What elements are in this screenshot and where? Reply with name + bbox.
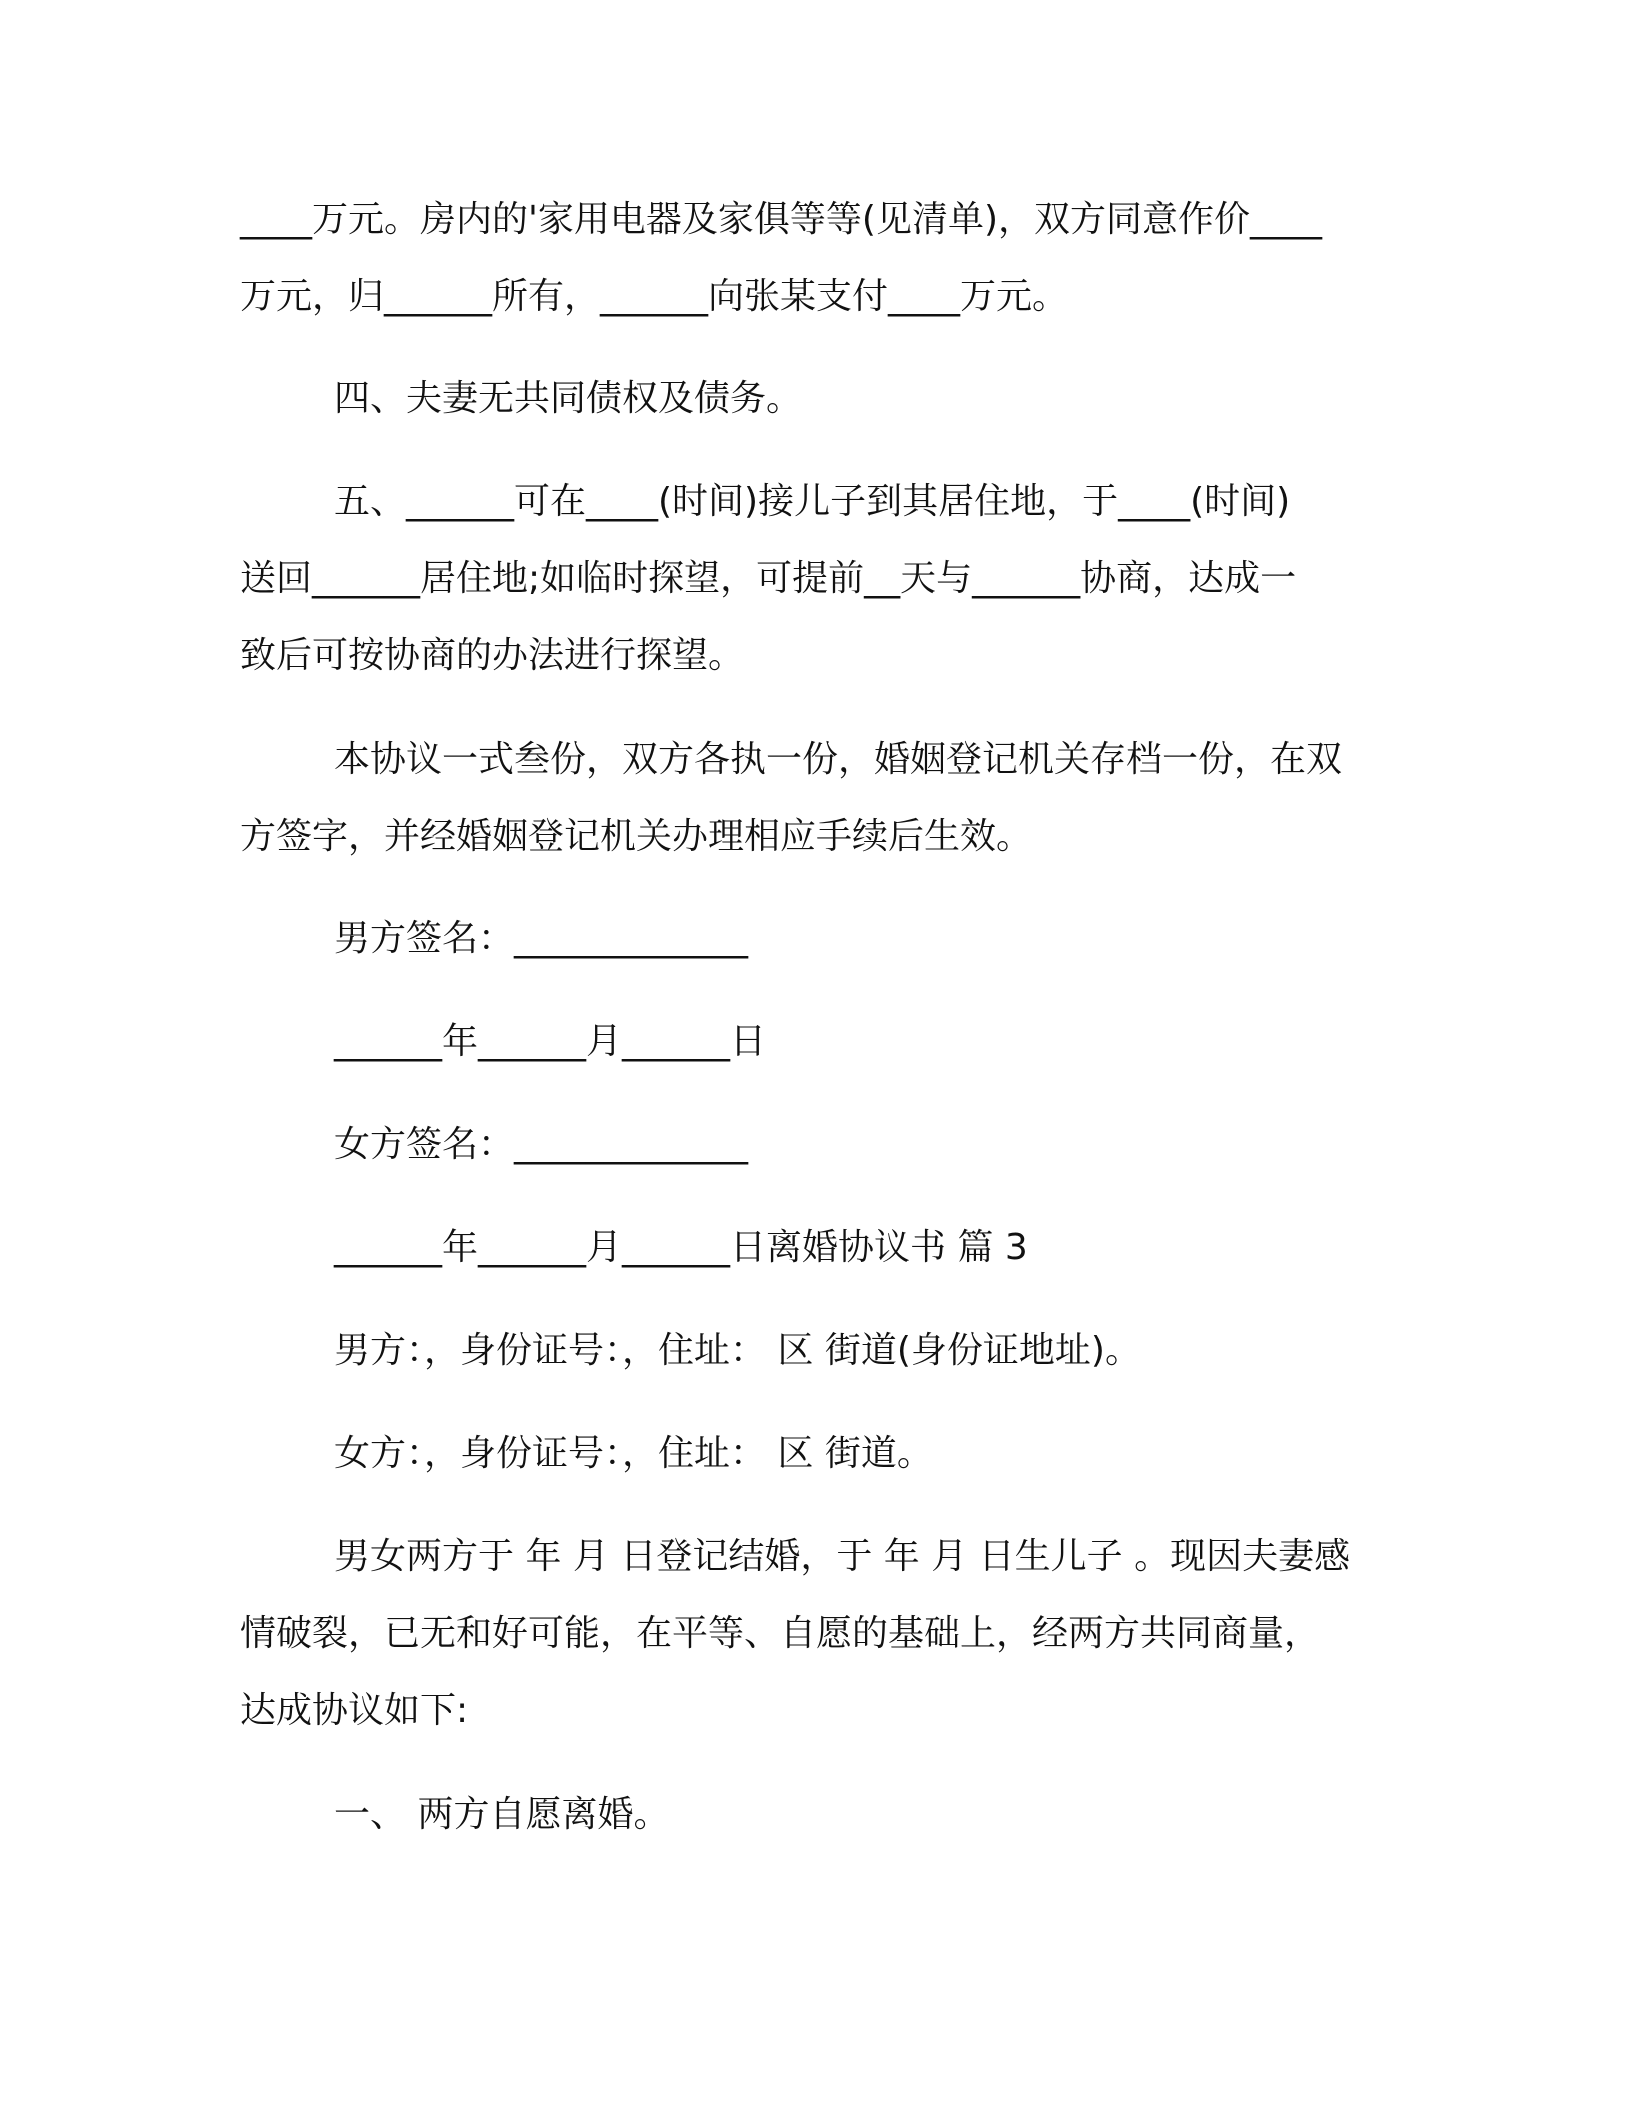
female-party-info [240,1415,1380,1492]
text-line: 送回______居住地;如临时探望，可提前__天与______协商，达成一 [240,558,1297,599]
text-line: 达成协议如下: [240,1690,469,1731]
clause-one-divorce [240,1776,1380,1853]
text-line: 致后可按协商的办法进行探望。 [240,635,745,676]
paragraph-visitation [240,463,1380,694]
text-line: 万元，归______所有，______向张某支付____万元。 [240,276,1069,317]
text-line: ______年______月______日离婚协议书 篇 3 [334,1227,1028,1268]
text-line: 男女两方于 年 月 日登记结婚，于 年 月 日生儿子 。现因夫妻感 [334,1536,1351,1577]
text-line: 男方签名：_____________ [334,918,749,959]
text-line: 男方：，身份证号：，住址： 区 街道(身份证地址)。 [334,1330,1141,1371]
female-date-and-heading [240,1209,1380,1286]
male-date-line [240,1003,1380,1080]
male-party-info [240,1312,1380,1389]
female-signature-line [240,1106,1380,1183]
text-line: 本协议一式叁份，双方各执一份，婚姻登记机关存档一份，在双 [334,739,1343,780]
text-line: 方签字，并经婚姻登记机关办理相应手续后生效。 [240,816,1033,857]
text-line: 女方：，身份证号：，住址： 区 街道。 [334,1433,933,1474]
paragraph-marriage-background [240,1518,1380,1749]
text-line: 五、______可在____(时间)接儿子到其居住地，于____(时间) [334,481,1291,522]
text-line: ______年______月______日 [334,1021,766,1062]
paragraph-copies-effective [240,721,1380,875]
text-line: 一、 两方自愿离婚。 [334,1794,670,1835]
text-line: 四、夫妻无共同债权及债务。 [334,378,803,419]
text-line: ____万元。房内的'家用电器及家俱等等(见清单)，双方同意作价____ [240,199,1322,240]
paragraph-property-valuation [240,181,1380,335]
male-signature-line [240,900,1380,977]
paragraph-no-debts [240,360,1380,437]
text-line: 女方签名：_____________ [334,1124,749,1165]
text-line: 情破裂，已无和好可能，在平等、自愿的基础上，经两方共同商量， [240,1613,1321,1654]
